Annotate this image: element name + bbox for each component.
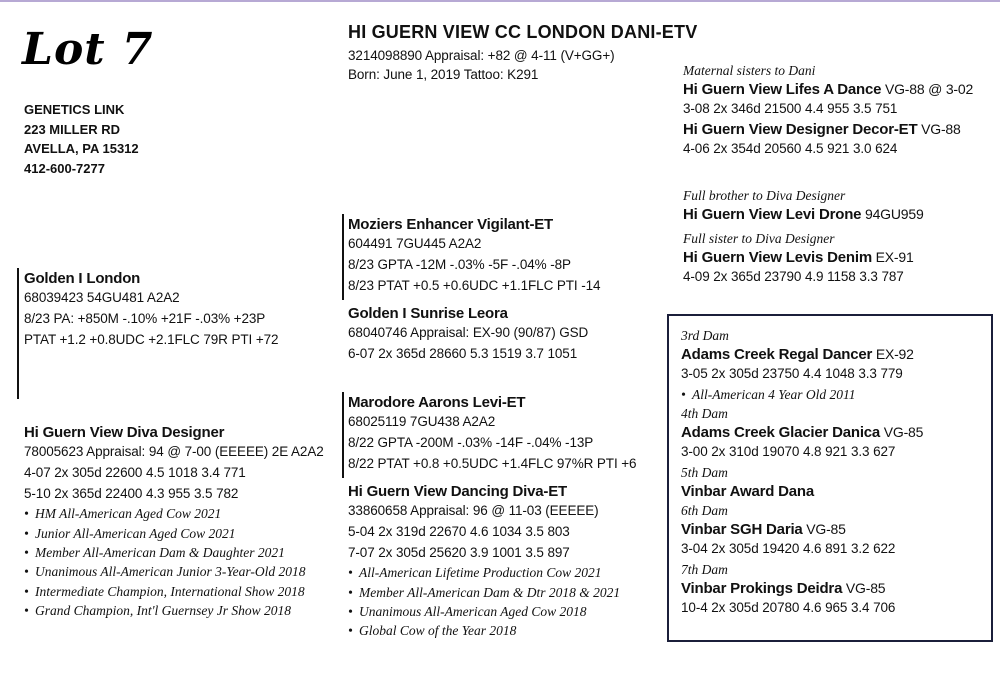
third-dam-name: Adams Creek Regal Dancer EX-92 [681,346,914,363]
maternal-sister-name: Hi Guern View Designer Decor-ET VG-88 [683,120,961,138]
dam-line: 78005623 Appraisal: 94 @ 7-00 (EEEEE) 2E A2A2 [24,444,324,459]
dam-dam-honor: • Unanimous All-American Aged Cow 2018 [348,603,587,619]
dam-dam-honor: • Global Cow of the Year 2018 [348,623,517,639]
dam-honor: • Member All-American Dam & Daughter 2021 [24,544,285,560]
dam-sire-line: 68025119 7GU438 A2A2 [348,414,496,429]
maternal-sisters-header: Maternal sisters to Dani [683,63,816,78]
dam-block [24,423,324,620]
dam-honor: • Grand Champion, Int'l Guernsey Jr Show 2018 [24,602,291,618]
third-dam-record: 3-05 2x 305d 23750 4.4 1048 3.3 779 [681,366,903,381]
dam-sire-line: 8/22 PTAT +0.8 +0.5UDC +1.4FLC 97%R PTI +6 [348,455,637,471]
dam-honor: • Intermediate Champion, International Show 2018 [24,583,305,599]
dam-sire-line: 8/22 GPTA -200M -.03% -14F -.04% -13P [348,434,594,450]
full-sister-block [683,229,914,288]
dam-sire-bracket [342,392,344,478]
sire-line: 8/23 PA: +850M -.10% +21F -.03% +23P [24,310,266,326]
full-sister-header: Full sister to Diva Designer [683,231,835,246]
seventh-dam-record: 10-4 2x 305d 20780 4.6 965 3.4 706 [681,599,896,615]
sire-bracket [17,268,19,399]
full-brother-name: Hi Guern View Levi Drone 94GU959 [683,206,924,223]
sixth-dam-header: 6th Dam [681,502,728,518]
animal-birth-line: Born: June 1, 2019 Tattoo: K291 [348,66,539,82]
full-sister-name: Hi Guern View Levis Denim EX-91 [683,249,914,266]
dam-honor: • Unanimous All-American Junior 3-Year-Old 2018 [24,564,306,580]
dam-honor: • HM All-American Aged Cow 2021 [24,506,222,522]
animal-id-line: 3214098890 Appraisal: +82 @ 4-11 (V+GG+) [348,48,615,63]
full-brother-header: Full brother to Diva Designer [683,188,846,203]
dam-sire-block [348,393,636,474]
sixth-dam-record: 3-04 2x 305d 19420 4.6 891 3.2 622 [681,540,896,556]
fourth-dam-name: Adams Creek Glacier Danica VG-85 [681,424,924,442]
dam-dam-honor: • Member All-American Dam & Dtr 2018 & 2021 [348,584,621,600]
lot-number: Lot 7 [22,24,154,75]
sire-name: Golden I London [24,270,141,287]
animal-name: HI GUERN VIEW CC LONDON DANI-ETV [348,22,698,42]
maternal-sister-name: Hi Guern View Lifes A Dance VG-88 @ 3-02 [683,81,974,98]
dam-dam-block [348,482,620,641]
consignor-address [24,100,139,178]
maternal-sister-record: 3-08 2x 346d 21500 4.4 955 3.5 751 [683,101,898,116]
full-brother-block [683,186,924,224]
top-rule [0,0,1000,2]
third-dam-header: 3rd Dam [681,328,729,343]
sire-block [24,269,278,350]
fourth-dam-record: 3-00 2x 310d 19070 4.8 921 3.3 627 [681,444,896,460]
dam-dam-line: 7-07 2x 305d 25620 3.9 1001 3.5 897 [348,544,570,560]
maternal-sisters-block [683,61,973,160]
third-dam-honor: • All-American 4 Year Old 2011 [681,386,856,402]
seventh-dam-header: 7th Dam [681,561,728,577]
sire-sire-line: 8/23 GPTA -12M -.03% -5F -.04% -8P [348,256,571,272]
consignor-phone: 412-600-7277 [24,160,105,176]
full-sister-record: 4-09 2x 365d 23790 4.9 1158 3.3 787 [683,269,904,284]
dam-dam-line: 5-04 2x 319d 22670 4.6 1034 3.5 803 [348,523,570,539]
dam-name: Hi Guern View Diva Designer [24,424,225,441]
dam-line: 4-07 2x 305d 22600 4.5 1018 3.4 771 [24,464,246,480]
maternal-sister-record: 4-06 2x 354d 20560 4.5 921 3.0 624 [683,140,898,156]
sire-line: 68039423 54GU481 A2A2 [24,290,180,305]
consignor-city: AVELLA, PA 15312 [24,141,139,156]
sire-dam-line: 6-07 2x 365d 28660 5.3 1519 3.7 1051 [348,345,578,361]
sire-dam-block [348,304,588,365]
fourth-dam-header: 4th Dam [681,406,728,422]
seventh-dam-name: Vinbar Prokings Deidra VG-85 [681,579,886,597]
sire-sire-line: 8/23 PTAT +0.5 +0.6UDC +1.1FLC PTI -14 [348,277,601,293]
dam-dam-line: 33860658 Appraisal: 96 @ 11-03 (EEEEE) [348,503,599,518]
dam-dam-honor: • All-American Lifetime Production Cow 2021 [348,565,602,581]
dam-honor: • Junior All-American Aged Cow 2021 [24,525,236,541]
dam-sire-name: Marodore Aarons Levi-ET [348,394,526,411]
consignor-name: GENETICS LINK [24,102,125,117]
fifth-dam-header: 5th Dam [681,464,728,480]
sire-sire-bracket [342,214,344,300]
dam-dam-name: Hi Guern View Dancing Diva-ET [348,483,567,500]
sire-line: PTAT +1.2 +0.8UDC +2.1FLC 79R PTI +72 [24,331,279,347]
sixth-dam-name: Vinbar SGH Daria VG-85 [681,520,846,538]
animal-info [348,46,615,86]
sire-sire-block [348,215,600,296]
sire-dam-line: 68040746 Appraisal: EX-90 (90/87) GSD [348,325,589,340]
dam-line: 5-10 2x 365d 22400 4.3 955 3.5 782 [24,485,239,501]
sire-sire-name: Moziers Enhancer Vigilant-ET [348,216,554,233]
fifth-dam-name: Vinbar Award Dana [681,482,815,500]
sire-sire-line: 604491 7GU445 A2A2 [348,236,482,251]
consignor-street: 223 MILLER RD [24,121,121,137]
sire-dam-name: Golden I Sunrise Leora [348,305,508,322]
dam-line-content [681,326,923,618]
